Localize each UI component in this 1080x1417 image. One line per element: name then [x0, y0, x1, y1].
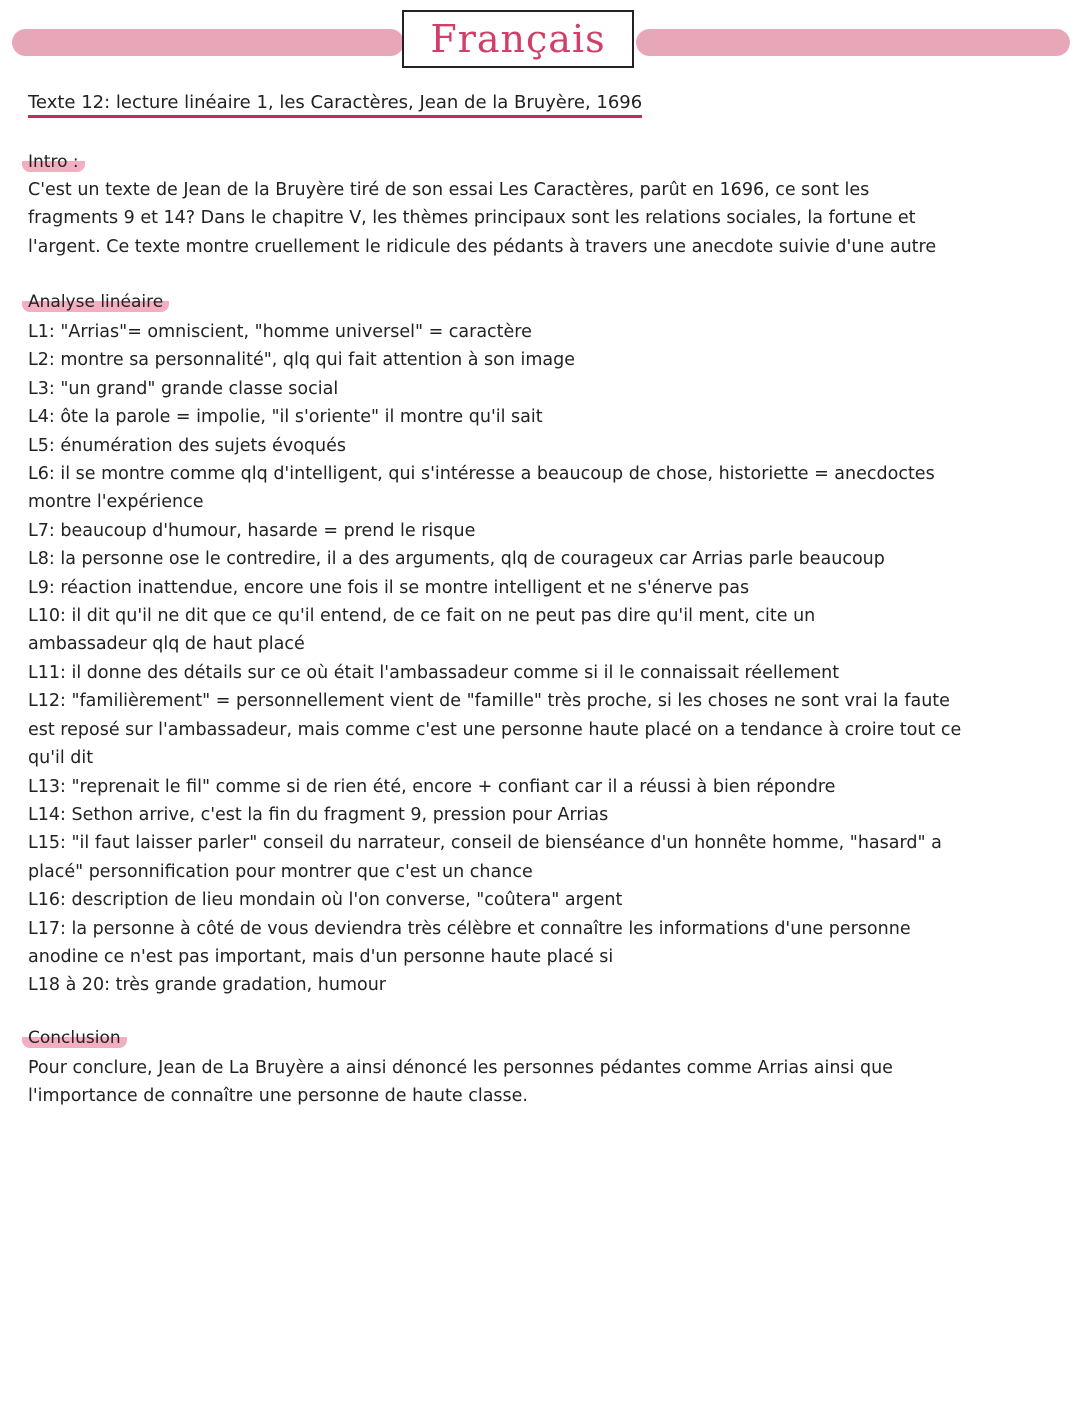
- analyse-line: ambassadeur qlq de haut placé: [28, 634, 305, 655]
- intro-line: C'est un texte de Jean de la Bruyère tiré de son essai Les Caractères, parût en 1696, ce sont les: [28, 180, 870, 200]
- analyse-line: L1: "Arrias"= omniscient, "homme universel" = caractère: [28, 322, 532, 342]
- intro-heading: Intro :: [22, 152, 85, 172]
- analyse-heading: Analyse linéaire: [22, 292, 169, 312]
- page-title: Français: [430, 17, 606, 61]
- intro-line: fragments 9 et 14? Dans le chapitre V, les thèmes principaux sont les relations sociales, la fortune et: [28, 208, 916, 229]
- conclusion-line: l'importance de connaître une personne de haute classe.: [28, 1086, 528, 1107]
- analyse-line: L18 à 20: très grande gradation, humour: [28, 975, 386, 996]
- analyse-line: L16: description de lieu mondain où l'on converse, "coûtera" argent: [28, 890, 623, 911]
- page-title-box: [402, 10, 634, 68]
- subject-line: Texte 12: lecture linéaire 1, les Caractères, Jean de la Bruyère, 1696: [28, 92, 642, 118]
- analyse-line: L12: "familièrement" = personnellement vient de "famille" très proche, si les choses ne sont vrai la faute: [28, 691, 950, 712]
- analyse-line: est reposé sur l'ambassadeur, mais comme c'est une personne haute placé on a tendance à croire tout ce: [28, 719, 962, 740]
- analyse-line: L9: réaction inattendue, encore une fois il se montre intelligent et ne s'énerve pas: [28, 577, 750, 598]
- analyse-line: montre l'expérience: [28, 492, 204, 513]
- analyse-line: L13: "reprenait le fil" comme si de rien été, encore + confiant car il a réussi à bien répondre: [28, 776, 836, 797]
- analyse-line: placé" personnification pour montrer que c'est un chance: [28, 861, 533, 882]
- analyse-line: L3: "un grand" grande classe social: [28, 378, 339, 399]
- analyse-line: anodine ce n'est pas important, mais d'un personne haute placé si: [28, 946, 614, 967]
- analyse-line: L14: Sethon arrive, c'est la fin du fragment 9, pression pour Arrias: [28, 804, 609, 825]
- analyse-list: [28, 318, 1058, 1000]
- title-banner-right: [636, 29, 1070, 56]
- analyse-line: L4: ôte la parole = impolie, "il s'oriente" il montre qu'il sait: [28, 407, 543, 428]
- analyse-line: L2: montre sa personnalité", qlq qui fait attention à son image: [28, 350, 576, 371]
- conclusion-heading: Conclusion: [22, 1028, 127, 1048]
- title-banner-left: [12, 29, 404, 56]
- analyse-line: L5: énumération des sujets évoqués: [28, 435, 346, 456]
- conclusion-line: Pour conclure, Jean de La Bruyère a ainsi dénoncé les personnes pédantes comme Arrias ainsi que: [28, 1058, 893, 1078]
- intro-line: l'argent. Ce texte montre cruellement le ridicule des pédants à travers une anecdote suivie d'une autre: [28, 236, 937, 257]
- intro-paragraph: [28, 176, 1058, 261]
- analyse-line: L7: beaucoup d'humour, hasarde = prend le risque: [28, 520, 476, 541]
- analyse-line: L11: il donne des détails sur ce où était l'ambassadeur comme si il le connaissait réellement: [28, 662, 840, 683]
- conclusion-paragraph: [28, 1054, 1058, 1111]
- analyse-line: L15: "il faut laisser parler" conseil du narrateur, conseil de bienséance d'un honnête homme, "hasard" a: [28, 833, 942, 854]
- analyse-line: L8: la personne ose le contredire, il a des arguments, qlq de courageux car Arrias parle beaucoup: [28, 549, 885, 570]
- analyse-line: L6: il se montre comme qlq d'intelligent, qui s'intéresse a beaucoup de chose, historiette = anecdoctes: [28, 464, 935, 485]
- analyse-line: L10: il dit qu'il ne dit que ce qu'il entend, de ce fait on ne peut pas dire qu'il ment, cite un: [28, 606, 816, 627]
- analyse-line: qu'il dit: [28, 748, 94, 769]
- analyse-line: L17: la personne à côté de vous deviendra très célèbre et connaître les informations d'une personne: [28, 918, 911, 939]
